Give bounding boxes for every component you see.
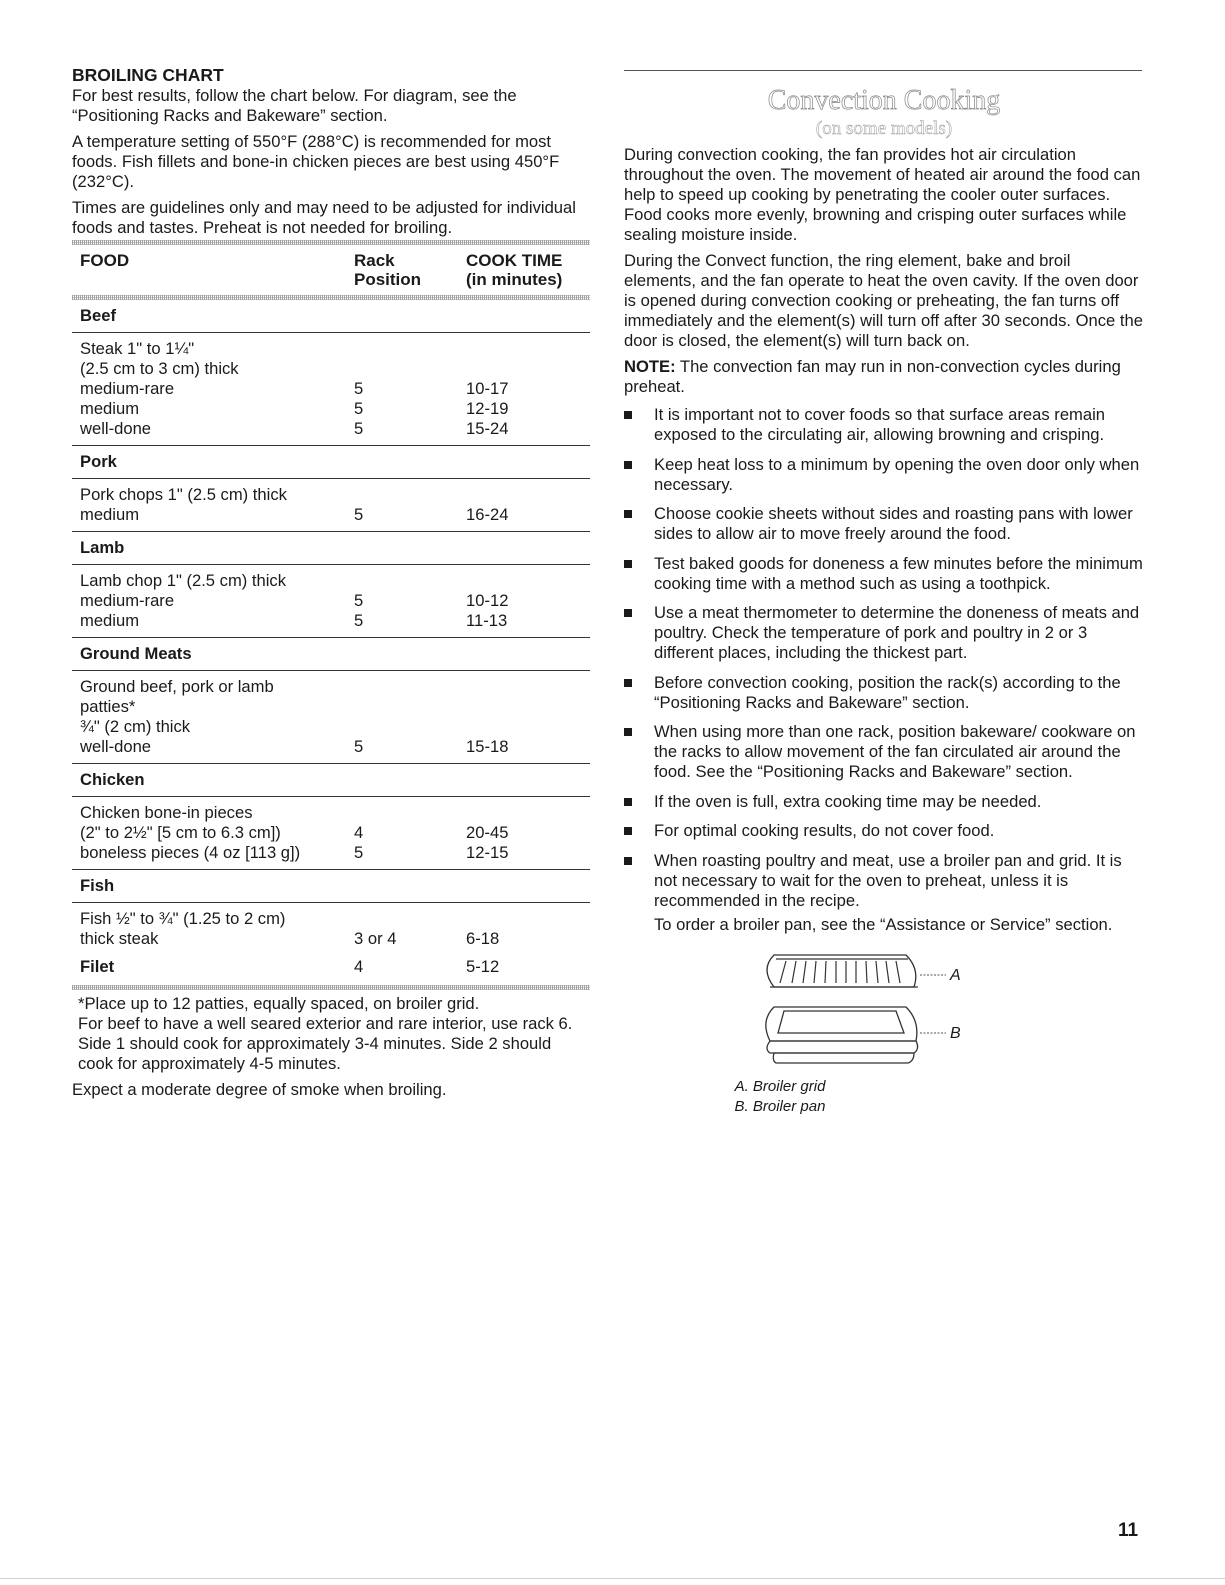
food-cell: medium-rare	[80, 379, 175, 398]
broiling-section	[72, 64, 590, 1100]
list-item-text: Use a meat thermometer to determine the doneness of meats and poultry. Check the temperature of pork and poultry in 2 or 3 different places, including the thickest part.	[654, 603, 1140, 662]
table-row	[80, 571, 590, 591]
broiling-temperature-paragraph: A temperature setting of 550°F (288°C) is recommended for most foods. Fish fillets and bone-in chicken pieces are best using 450°F (232°C).	[72, 132, 560, 191]
table-row	[80, 843, 590, 863]
time-cell: 11-13	[466, 611, 508, 630]
convection-note	[624, 357, 1144, 397]
divider	[624, 70, 1142, 71]
table-row	[80, 929, 590, 949]
rack-header-line2: Position	[354, 270, 422, 289]
list-item-text: Keep heat loss to a minimum by opening the oven door only when necessary.	[654, 454, 1140, 494]
bullet-square-icon	[624, 728, 632, 736]
table-row	[80, 359, 590, 379]
list-item-text: If the oven is full, extra cooking time may be needed.	[654, 791, 1042, 811]
rack-cell: 4	[354, 957, 364, 976]
table-row	[80, 591, 590, 611]
food-cell: medium	[80, 505, 140, 524]
food-cell: Pork chops 1" (2.5 cm) thick	[80, 485, 287, 504]
list-item-text: Before convection cooking, position the rack(s) according to the “Positioning Racks and Bakeware” section.	[654, 672, 1121, 712]
table-row	[72, 955, 590, 985]
rack-cell	[354, 677, 466, 697]
list-item	[624, 504, 1144, 544]
table-row	[80, 379, 590, 399]
rack-cell: 3 or 4	[354, 929, 397, 948]
cook-time-header-line2: (in minutes)	[466, 270, 563, 289]
divider	[0, 1578, 1225, 1579]
time-cell: 15-24	[466, 419, 509, 438]
list-item-text: When roasting poultry and meat, use a broiler pan and grid. It is not necessary to wait for the oven to preheat, unless it is recommended in the recipe.	[654, 850, 1122, 910]
table-row	[80, 505, 590, 525]
rack-cell	[354, 359, 466, 379]
convection-tips-list	[624, 405, 1144, 911]
food-cell: ¾" (2 cm) thick	[80, 717, 191, 736]
rack-header-line1: Rack	[354, 251, 395, 270]
figure-label-a: A	[950, 966, 961, 984]
group-body	[72, 903, 590, 955]
bullet-square-icon	[624, 411, 632, 419]
time-cell: 15-18	[466, 737, 509, 756]
group-body	[72, 565, 590, 638]
time-cell	[466, 717, 590, 737]
list-item	[624, 554, 1144, 594]
list-item	[624, 821, 1144, 841]
table-groups	[72, 300, 590, 955]
rack-cell: 5	[354, 611, 364, 630]
convection-subtitle: (on some models)	[815, 118, 953, 139]
group-title: Ground Meats	[72, 638, 590, 671]
broiling-table	[72, 240, 590, 990]
time-cell: 12-19	[466, 399, 509, 418]
food-cell: Chicken bone-in pieces	[80, 803, 253, 822]
table-row	[80, 717, 590, 737]
bullet-square-icon	[624, 827, 632, 835]
beef-sear-note: For beef to have a well seared exterior and rare interior, use rack 6. Side 1 should cook for approximately 3-4 minutes. Side 2 should cook for approximately 4-5 minutes.	[78, 1014, 573, 1073]
bullet-square-icon	[624, 560, 632, 568]
figure-label-b: B	[950, 1024, 961, 1042]
table-row	[80, 823, 590, 843]
caption-broiler-grid: A. Broiler grid	[734, 1077, 826, 1095]
table-row	[80, 485, 590, 505]
food-cell: medium	[80, 611, 140, 630]
rack-cell	[354, 485, 466, 505]
time-cell	[466, 339, 590, 359]
list-item	[624, 792, 1144, 812]
group-body	[72, 333, 590, 446]
divider	[72, 295, 590, 300]
bullet-square-icon	[624, 679, 632, 687]
broiler-diagram	[624, 947, 1144, 1077]
group-title: Beef	[72, 300, 590, 333]
group-title: Pork	[72, 446, 590, 479]
group-title: Lamb	[72, 532, 590, 565]
food-cell: patties*	[80, 697, 136, 716]
food-cell: Lamb chop 1" (2.5 cm) thick	[80, 571, 287, 590]
rack-cell	[354, 571, 466, 591]
time-cell: 10-12	[466, 591, 509, 610]
food-cell: (2.5 cm to 3 cm) thick	[80, 359, 239, 378]
table-row	[80, 697, 590, 717]
patties-footnote: *Place up to 12 patties, equally spaced, on broiler grid.	[78, 994, 480, 1013]
group-body	[72, 671, 590, 764]
food-cell: medium	[80, 399, 140, 418]
convection-intro-paragraph: During convection cooking, the fan provides hot air circulation throughout the oven. The movement of heated air around the food can help to speed up cooking by penetrating the cooler outer surfaces. Food cooks more evenly, browning and crisping outer surfaces while sealing moisture inside.	[624, 145, 1141, 244]
time-cell	[466, 677, 590, 697]
time-cell	[466, 803, 590, 823]
rack-cell: 5	[354, 379, 364, 398]
divider	[72, 240, 590, 245]
table-header	[72, 245, 590, 295]
list-item	[624, 673, 1144, 713]
note-label: NOTE:	[624, 357, 676, 376]
rack-cell: 5	[354, 505, 364, 524]
rack-cell: 5	[354, 419, 364, 438]
convection-section	[624, 70, 1144, 1117]
food-cell: (2" to 2½" [5 cm to 6.3 cm])	[80, 823, 281, 842]
time-cell	[466, 571, 590, 591]
smoke-note: Expect a moderate degree of smoke when broiling.	[72, 1080, 447, 1099]
rack-cell	[354, 339, 466, 359]
group-body	[72, 479, 590, 532]
cook-time-column-header	[466, 251, 590, 289]
broiling-guidelines-paragraph: Times are guidelines only and may need to be adjusted for individual foods and tastes. Preheat is not needed for broiling.	[72, 198, 576, 237]
list-item-text: It is important not to cover foods so that surface areas remain exposed to the circulating air, allowing browning and crisping.	[654, 405, 1106, 444]
time-cell: 16-24	[466, 505, 509, 524]
time-cell: 12-15	[466, 843, 509, 862]
convect-function-paragraph: During the Convect function, the ring element, bake and broil elements, and the fan operate to heat the oven cavity. If the oven door is opened during convection cooking or preheating, the fan turns off immediately and the element(s) will turn off after 30 seconds. Once the door is closed, the element(s) will turn back on.	[624, 251, 1143, 350]
group-body	[72, 797, 590, 870]
broiler-grid-icon	[767, 955, 918, 987]
time-cell	[466, 697, 590, 717]
list-item	[624, 405, 1144, 445]
broiling-notes	[72, 994, 590, 1100]
table-row	[80, 339, 590, 359]
food-cell: thick steak	[80, 929, 159, 948]
convection-title: Convection Cooking	[767, 85, 1001, 116]
broiler-figure	[624, 947, 1144, 1117]
food-cell: well-done	[80, 737, 152, 756]
bullet-square-icon	[624, 461, 632, 469]
group-title: Chicken	[72, 764, 590, 797]
rack-cell	[354, 697, 466, 717]
food-cell: Steak 1" to 1¼"	[80, 339, 195, 358]
time-cell: 6-18	[466, 929, 500, 948]
bullet-square-icon	[624, 798, 632, 806]
page-number: 11	[1118, 1520, 1139, 1541]
food-cell: Filet	[80, 957, 115, 976]
broiler-pan-icon	[766, 1007, 918, 1063]
time-cell: 10-17	[466, 379, 509, 398]
food-cell: boneless pieces (4 oz [113 g])	[80, 843, 301, 862]
list-item	[624, 851, 1144, 911]
rack-cell	[354, 717, 466, 737]
broiling-chart-heading: BROILING CHART	[72, 65, 224, 85]
food-cell: medium-rare	[80, 591, 175, 610]
cook-time-header-line1: COOK TIME	[466, 251, 563, 270]
food-cell: Fish ½" to ¾" (1.25 to 2 cm)	[80, 909, 286, 928]
rack-cell: 5	[354, 737, 364, 756]
rack-cell: 5	[354, 399, 364, 418]
table-row	[80, 419, 590, 439]
caption-broiler-pan: B. Broiler pan	[734, 1097, 826, 1115]
bullet-square-icon	[624, 609, 632, 617]
list-item	[624, 603, 1144, 663]
list-item-text: Choose cookie sheets without sides and roasting pans with lower sides to allow air to move freely around the food.	[654, 504, 1133, 543]
group-title: Fish	[72, 870, 590, 903]
list-item	[624, 455, 1144, 495]
rack-column-header	[354, 251, 466, 289]
list-item-text: For optimal cooking results, do not cover food.	[654, 821, 995, 840]
note-text: The convection fan may run in non-convection cycles during preheat.	[624, 357, 1121, 396]
food-column-header: FOOD	[80, 251, 130, 270]
list-item	[624, 722, 1144, 782]
broiling-intro-paragraph: For best results, follow the chart below. For diagram, see the “Positioning Racks and Bakeware” section.	[72, 86, 517, 125]
bullet-square-icon	[624, 510, 632, 518]
rack-cell: 4	[354, 823, 364, 842]
food-cell: well-done	[80, 419, 152, 438]
table-row	[80, 803, 590, 823]
order-broiler-pan-text: To order a broiler pan, see the “Assistance or Service” section.	[654, 914, 1113, 934]
table-row	[80, 677, 590, 697]
time-cell: 5-12	[466, 957, 500, 976]
time-cell	[466, 485, 590, 505]
food-cell: Ground beef, pork or lamb	[80, 677, 274, 696]
divider	[72, 985, 590, 990]
time-cell: 20-45	[466, 823, 509, 842]
rack-cell	[354, 909, 466, 929]
time-cell	[466, 909, 590, 929]
list-item-text: When using more than one rack, position bakeware/ cookware on the racks to allow movement of the fan circulated air around the food. See the “Positioning Racks and Bakeware” section.	[654, 722, 1136, 781]
table-row	[80, 611, 590, 631]
bullet-square-icon	[624, 857, 632, 865]
table-row	[80, 737, 590, 757]
time-cell	[466, 359, 590, 379]
table-row	[80, 909, 590, 929]
rack-cell: 5	[354, 591, 364, 610]
list-item-text: Test baked goods for doneness a few minutes before the minimum cooking time with a method such as using a toothpick.	[654, 553, 1143, 593]
table-row	[80, 399, 590, 419]
rack-cell: 5	[354, 843, 364, 862]
rack-cell	[354, 803, 466, 823]
